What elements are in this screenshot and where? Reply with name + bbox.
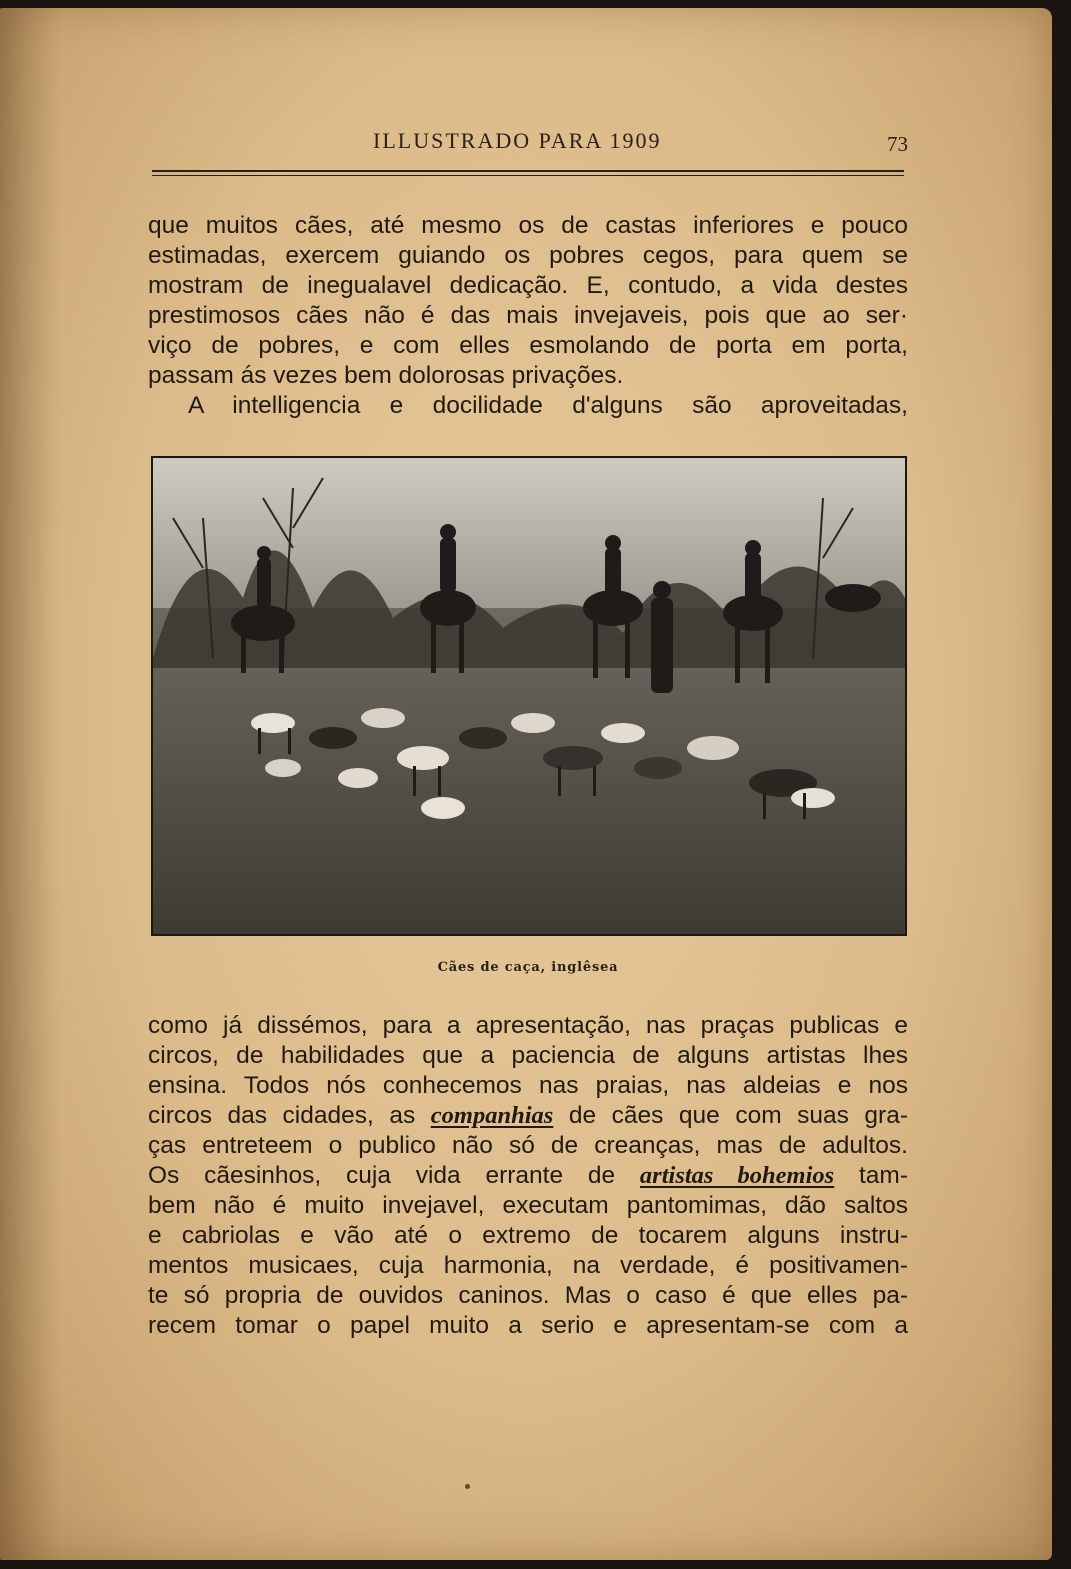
text-line: que muitos cães, até mesmo os de castas inferiores e pouco	[148, 212, 908, 239]
text-line: bem não é muito invejavel, executam pantomimas, dão saltos	[148, 1192, 908, 1219]
paragraph-2	[148, 1011, 908, 1341]
text-line: te só propria de ouvidos caninos. Mas o caso é que elles pa-	[148, 1282, 908, 1309]
text-line: mentos musicaes, cuja harmonia, na verdade, é positivamen-	[148, 1252, 908, 1279]
text-line	[148, 1101, 908, 1131]
text-line: estimadas, exercem guiando os pobres cegos, para quem se	[148, 242, 908, 269]
gutter-shadow	[0, 8, 60, 1560]
running-title: ILLUSTRADO PARA 1909	[373, 128, 662, 153]
header-rule-thin	[152, 175, 904, 176]
text-line: A intelligencia e docilidade d'alguns são aproveitadas,	[188, 392, 908, 419]
italic-term: companhias	[430, 1102, 554, 1129]
hunting-dogs-photo	[151, 456, 907, 936]
paragraph-1	[148, 211, 908, 421]
figure-caption: Cães de caça, inglêsea	[437, 960, 619, 975]
text-segment: circos das cidades, as	[148, 1102, 416, 1129]
ink-speck	[465, 1484, 470, 1489]
text-line: recem tomar o papel muito a serio e apresentam-se com a	[148, 1312, 908, 1339]
header-rule	[152, 170, 904, 172]
text-line: mostram de inegualavel dedicação. E, contudo, a vida destes	[148, 272, 908, 299]
text-segment: tam-	[859, 1162, 908, 1189]
text-line: ensina. Todos nós conhecemos nas praias, nas aldeias e nos	[148, 1072, 908, 1099]
text-line: como já dissémos, para a apresentação, nas praças publicas e	[148, 1012, 908, 1039]
text-line: circos, de habilidades que a paciencia de alguns artistas lhes	[148, 1042, 908, 1069]
text-line: viço de pobres, e com elles esmolando de porta em porta,	[148, 332, 908, 359]
text-line: ças entreteem o publico não só de creanças, mas de adultos.	[148, 1132, 908, 1159]
text-segment: de cães que com suas gra-	[568, 1102, 909, 1129]
text-segment: Os cãesinhos, cuja vida errante de	[148, 1162, 616, 1189]
running-header	[148, 128, 908, 162]
photo-illustration	[153, 458, 905, 934]
text-line: e cabriolas e vão até o extremo de tocarem alguns instru-	[148, 1222, 908, 1249]
page-number: 73	[887, 132, 908, 156]
italic-term: artistas bohemios	[639, 1162, 835, 1189]
text-line	[148, 1161, 908, 1191]
text-line: prestimosos cães não é das mais invejaveis, pois que ao ser·	[148, 302, 908, 329]
text-line: passam ás vezes bem dolorosas privações.	[148, 362, 624, 389]
